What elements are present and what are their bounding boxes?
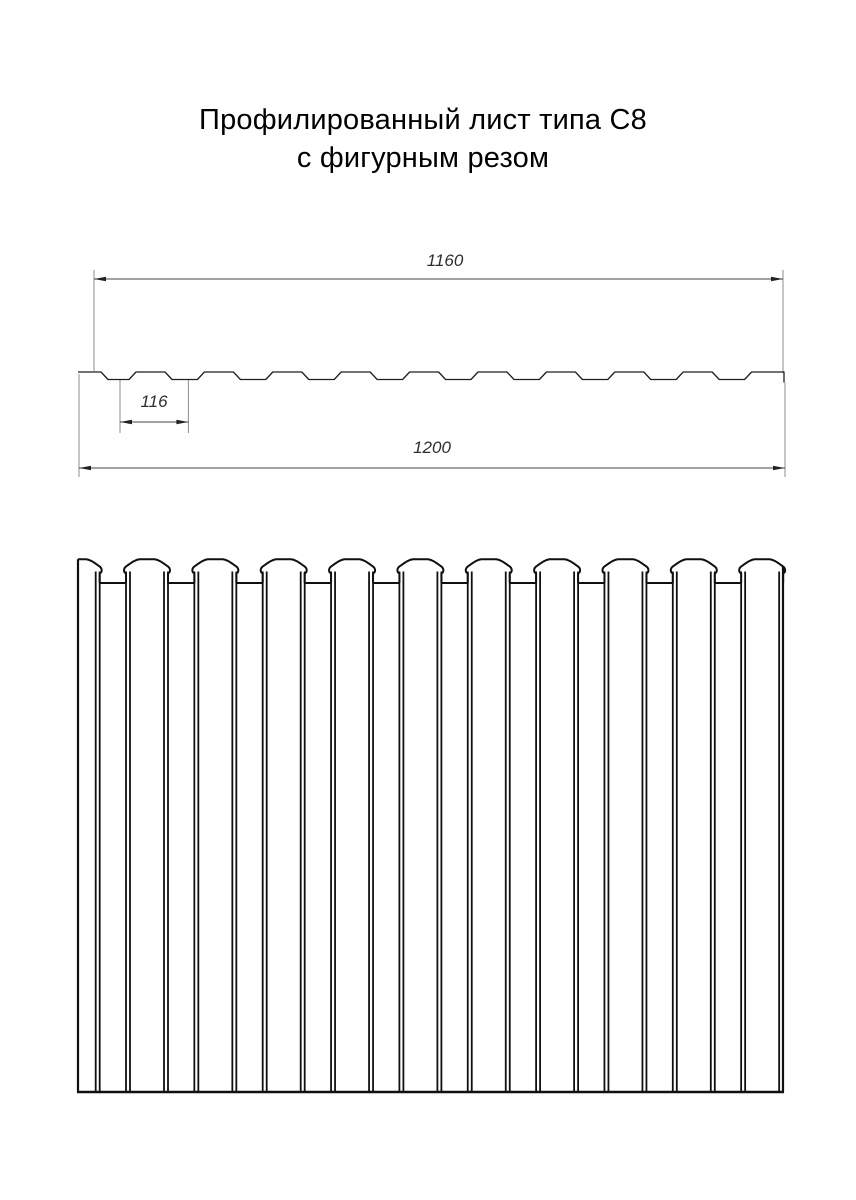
title-line-2: с фигурным резом bbox=[296, 142, 550, 174]
dim-label-cover-width: 1160 bbox=[426, 251, 464, 270]
front-view-figured-sheet bbox=[77, 559, 785, 1092]
dim-label-rib-pitch: 116 bbox=[140, 392, 168, 411]
title-line-1: Профилированный лист типа С8 bbox=[199, 104, 647, 136]
dim-label-total-width: 1200 bbox=[413, 438, 451, 457]
cross-section-profile-outline bbox=[78, 372, 784, 383]
